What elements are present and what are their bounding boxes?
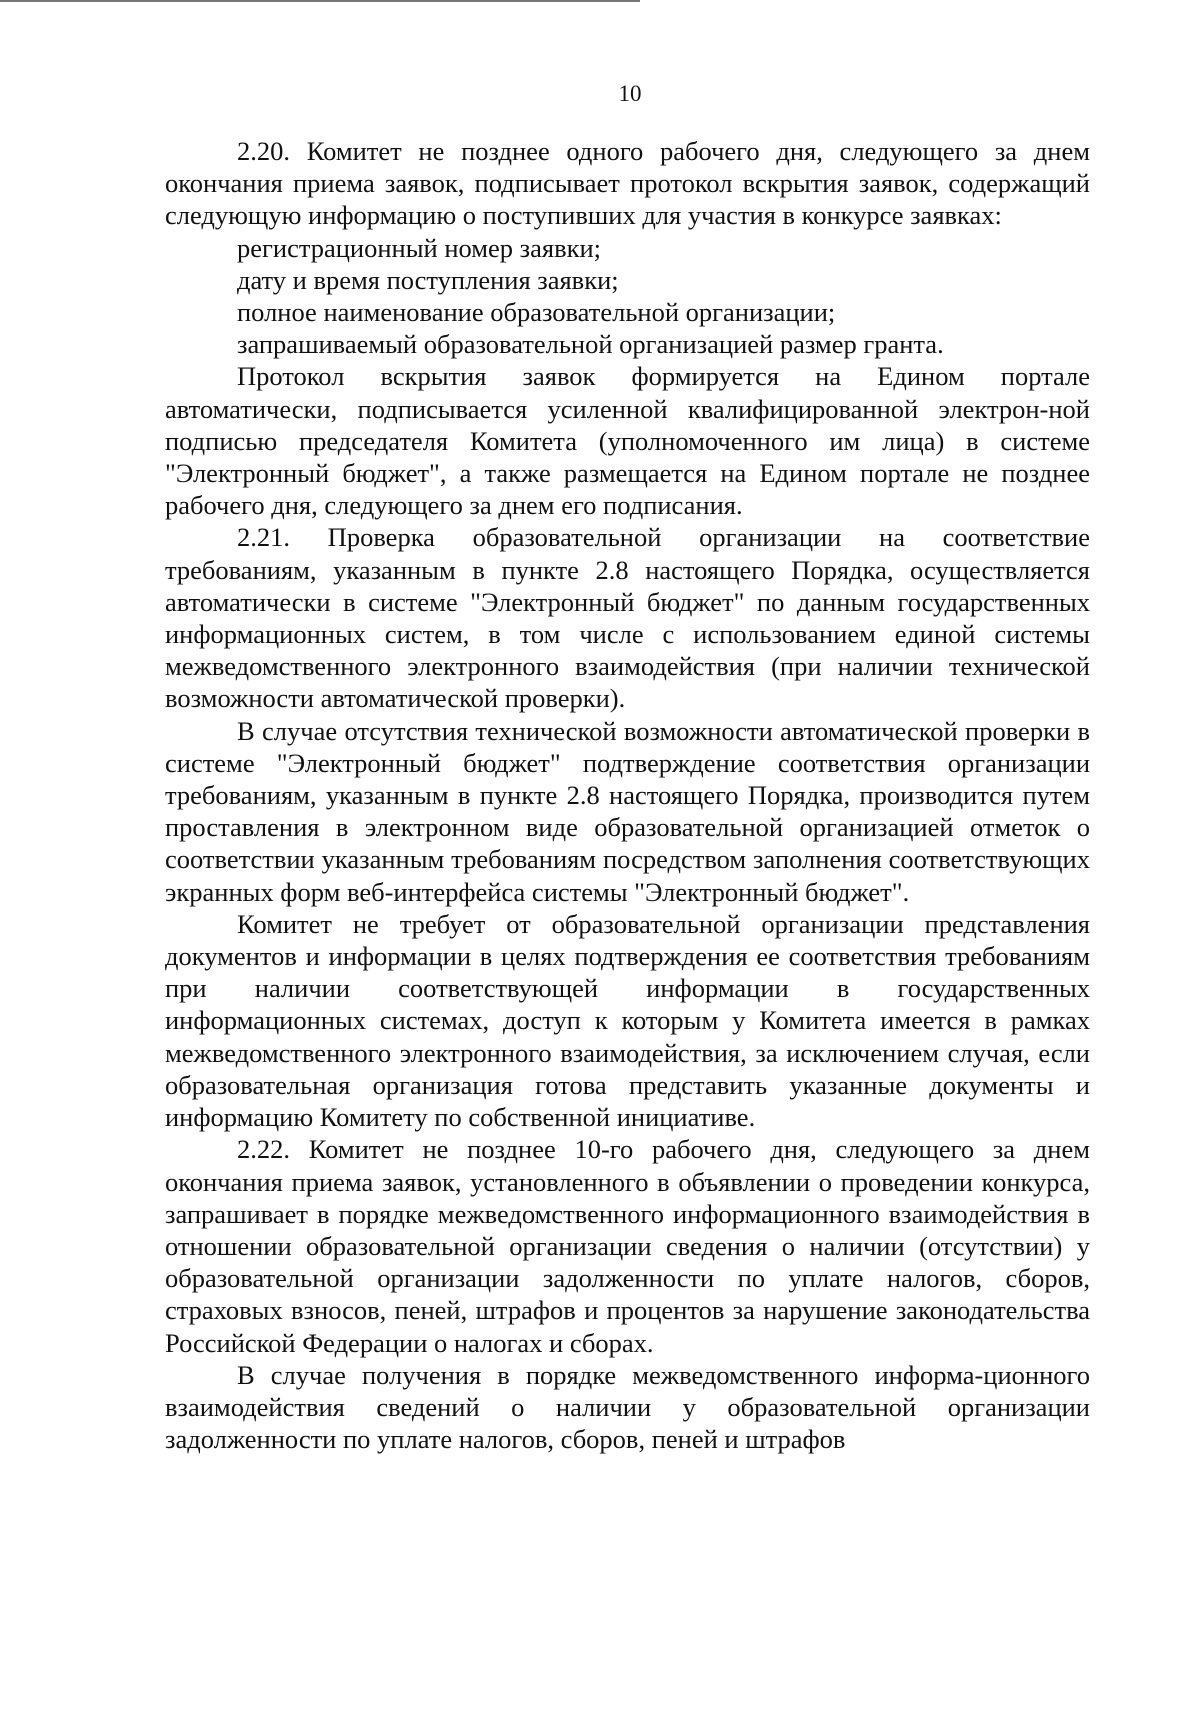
document-body xyxy=(165,135,1090,1455)
paragraph-debt-info: В случае получения в порядке межведомственного информа-ционного взаимодействия сведений о наличии у образовательной организации задолженности по уплате налогов, сборов, пеней и штрафов xyxy=(165,1359,1090,1455)
paragraph-protocol: Протокол вскрытия заявок формируется на Едином портале автоматически, подписывается усиленной квалифицированной электрон-ной подписью председателя Комитета (уполномоченного им лица) в системе "Электронный бюджет", а также размещается на Едином портале не позднее рабочего дня, следующего за днем его подписания. xyxy=(165,361,1090,521)
list-item-registration-number: регистрационный номер заявки; xyxy=(237,232,602,263)
paragraph-2-22: 2.22. Комитет не позднее 10-го рабочего дня, следующего за днем окончания приема заявок, установленного в объявлении о проведении конкурса, запрашивает в порядке межведомственного информационного взаимодействия в отношении образовательной организации сведения о наличии (отсутствии) у образовательной организации задолженности по уплате налогов, сборов, страховых взносов, пеней, штрафов и процентов за нарушение законодательства Российской Федерации о налогах и сборах. xyxy=(165,1134,1090,1358)
list-item-full-name: полное наименование образовательной организации; xyxy=(237,297,836,328)
page-number: 10 xyxy=(618,81,642,106)
list-item-date-time: дату и время поступления заявки; xyxy=(237,264,619,295)
paragraph-2-20: 2.20. Комитет не позднее одного рабочего дня, следующего за днем окончания приема заявок, подписывает протокол вскрытия заявок, содержащий следующую информацию о поступивших для участия в конкурсе заявках: xyxy=(165,136,1090,231)
paragraph-2-21: 2.21. Проверка образовательной организации на соответствие требованиям, указанным в пункте 2.8 настоящего Порядка, осуществляется автоматически в системе "Электронный бюджет" по данным государственных информационных систем, в том числе с использованием единой системы межведомственного электронного взаимодействия (при наличии технической возможности автоматической проверки). xyxy=(165,522,1090,714)
list-item-grant-size: запрашиваемый образовательной организацией размер гранта. xyxy=(237,329,944,360)
paragraph-no-technical-possibility: В случае отсутствия технической возможности автоматической проверки в системе "Электронный бюджет" подтверждение соответствия организации требованиям, указанным в пункте 2.8 настоящего Порядка, производится путем проставления в электронном виде образовательной организацией отметок о соответствии указанным требованиям посредством заполнения соответствующих экранных форм веб-интерфейса системы "Электронный бюджет". xyxy=(165,715,1090,907)
scan-edge-line xyxy=(0,0,640,2)
paragraph-committee-does-not-require: Комитет не требует от образовательной организации представления документов и информации в целях подтверждения ее соответствия требованиям при наличии соответствующей информации в государственных информационных системах, доступ к которым у Комитета имеется в рамках межведомственного электронного взаимодействия, за исключением случая, если образовательная организация готова представить указанные документы и информацию Комитету по собственной инициативе. xyxy=(165,908,1090,1133)
